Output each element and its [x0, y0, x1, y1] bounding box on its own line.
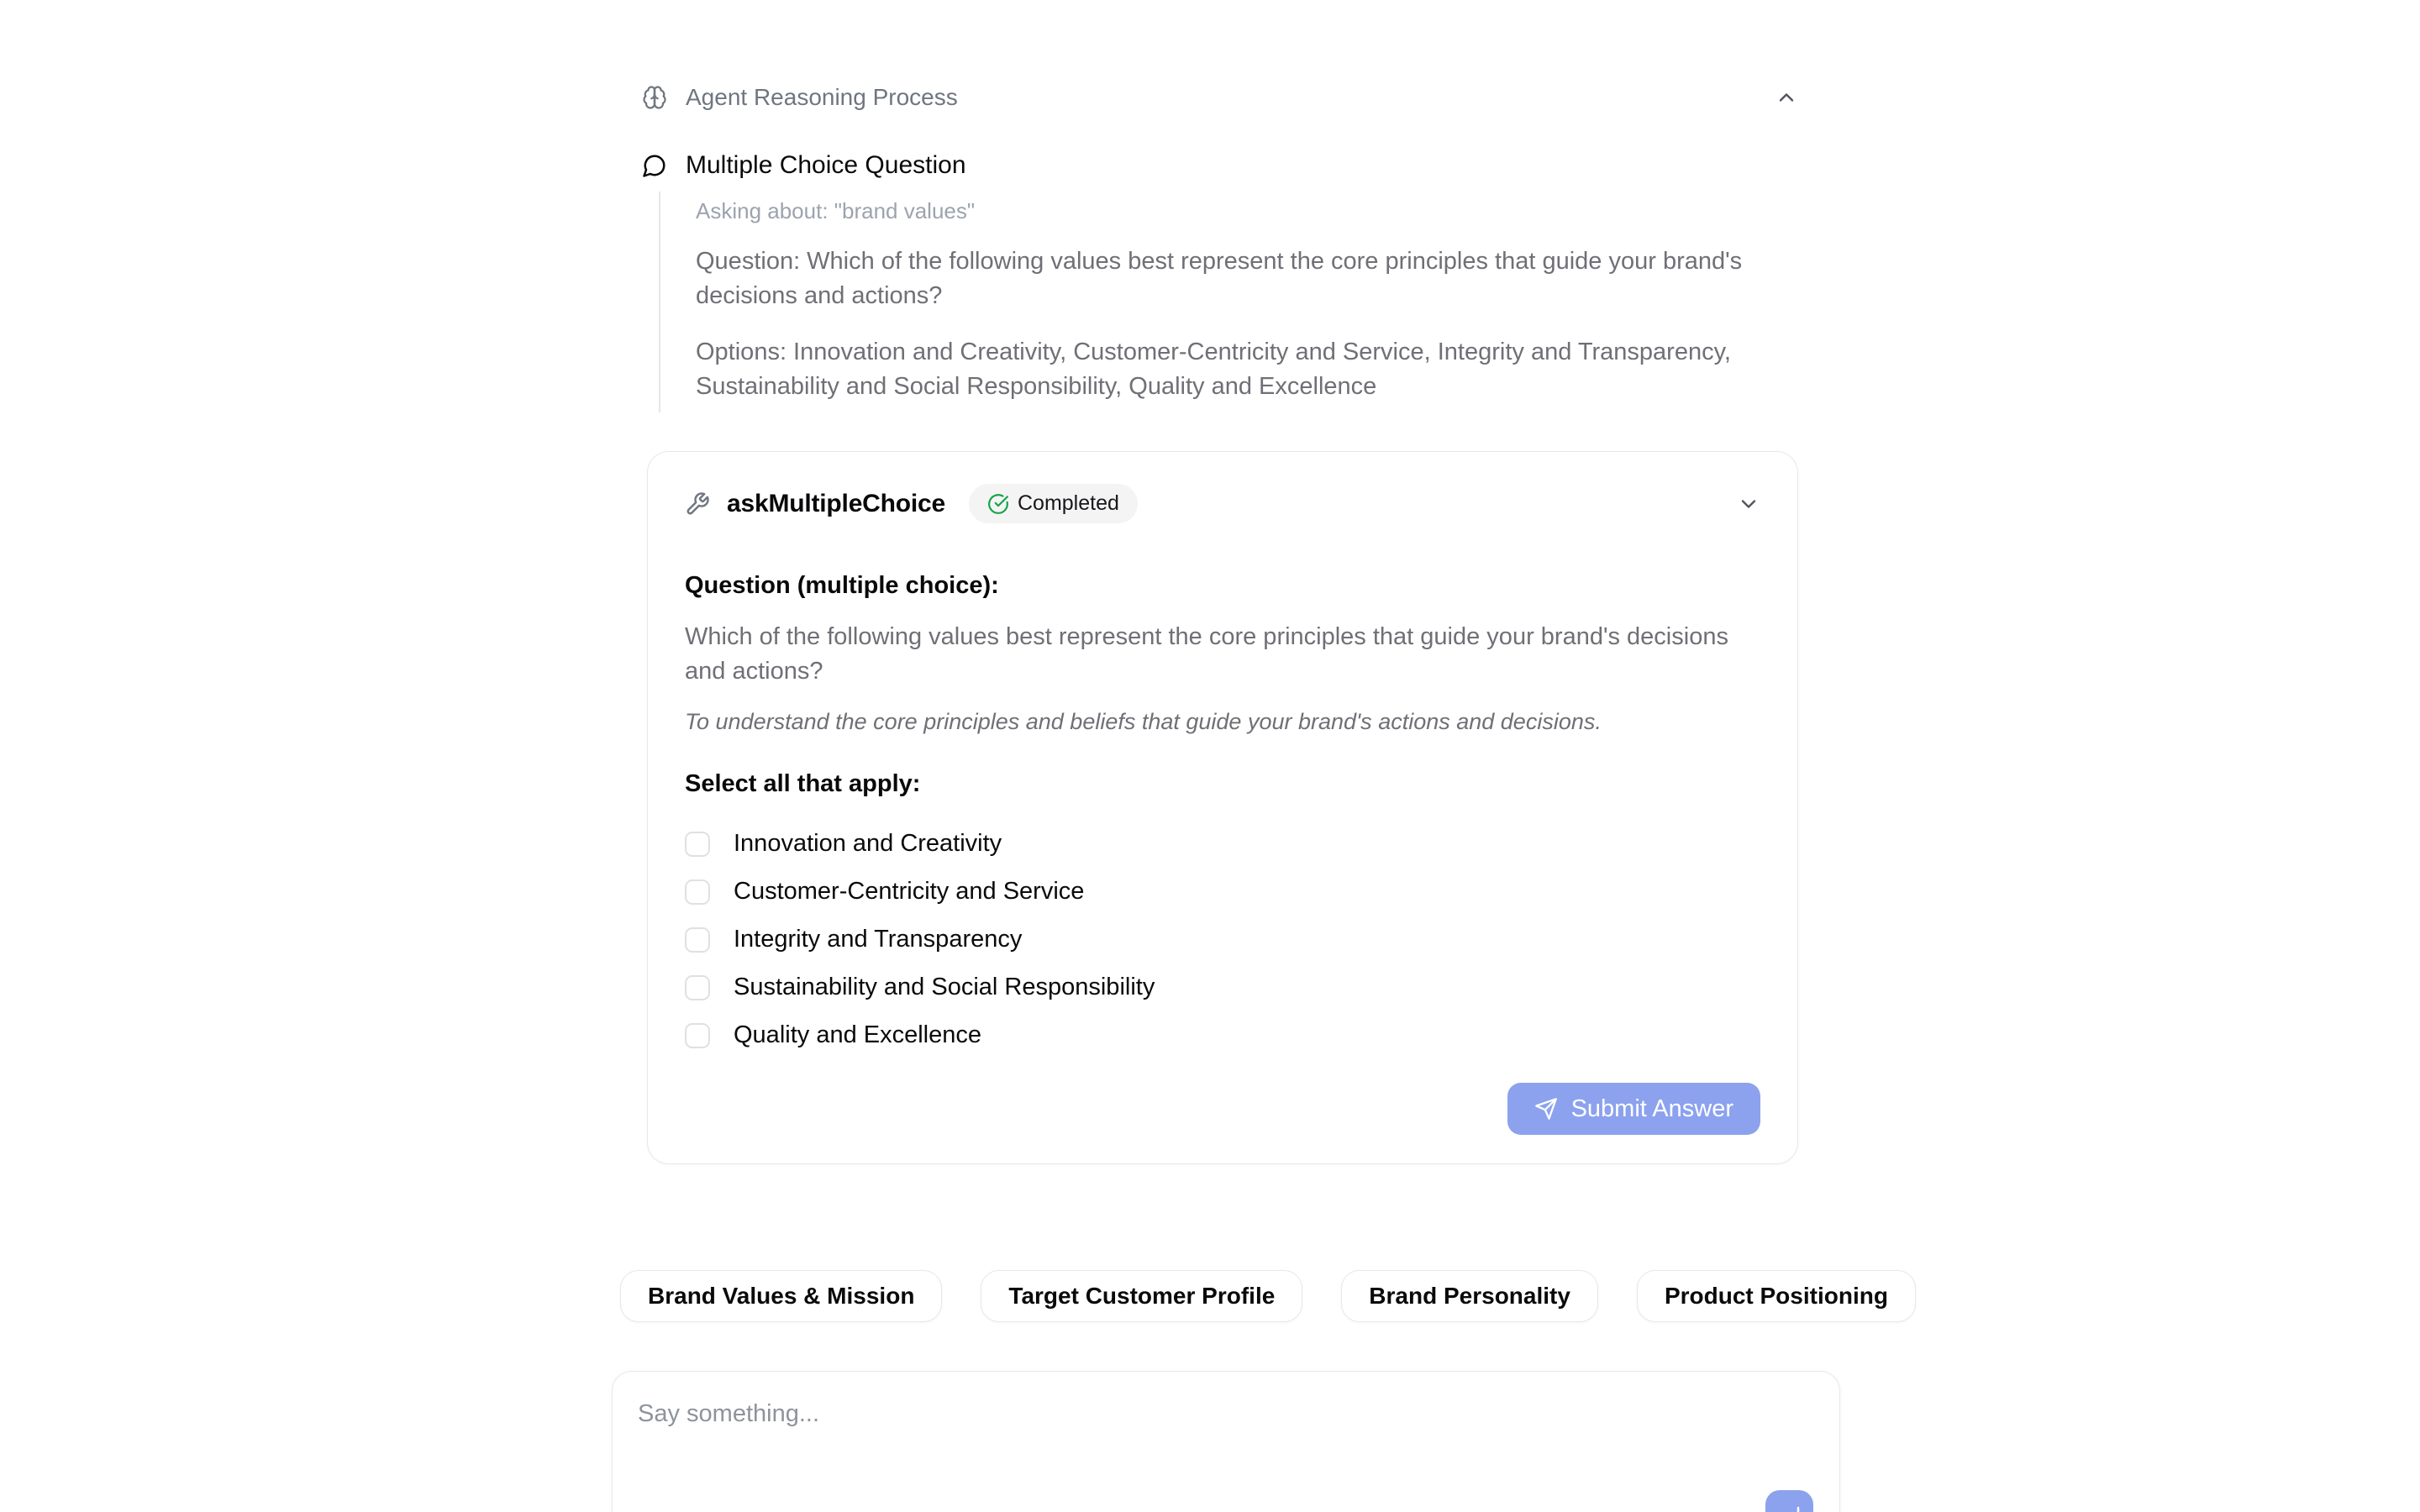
choice-row[interactable]	[685, 1011, 1760, 1059]
suggestion-chip[interactable]: Brand Personality	[1341, 1270, 1598, 1322]
card-footer	[685, 1083, 1760, 1135]
suggestion-chip[interactable]: Brand Values & Mission	[620, 1270, 942, 1322]
tool-name: askMultipleChoice	[727, 489, 945, 517]
choice-row[interactable]	[685, 963, 1760, 1011]
status-badge	[969, 484, 1138, 523]
main-column	[612, 0, 1888, 1512]
suggestion-chip[interactable]: Target Customer Profile	[981, 1270, 1302, 1322]
reasoning-options-text: Options: Innovation and Creativity, Customer-Centricity and Service, Integrity and Transparency, Sustainability and Social Responsibility, Quality and Excellence	[696, 339, 1731, 400]
message-input[interactable]	[613, 1372, 1839, 1512]
choice-row[interactable]	[685, 868, 1760, 916]
submit-answer-label: Submit Answer	[1570, 1095, 1733, 1122]
brain-icon	[642, 85, 667, 110]
suggestion-chip[interactable]: Product Positioning	[1637, 1270, 1916, 1322]
reasoning-header[interactable]	[642, 84, 1798, 111]
choice-label: Integrity and Transparency	[734, 926, 1023, 953]
status-label: Completed	[1018, 491, 1119, 515]
composer-send-button[interactable]	[1765, 1490, 1813, 1512]
send-icon	[1534, 1097, 1558, 1121]
agent-reasoning-section	[642, 84, 1798, 412]
question-label: Question (multiple choice):	[685, 572, 999, 599]
reasoning-title: Agent Reasoning Process	[686, 84, 958, 110]
question-text: Which of the following values best represent the core principles that guide your brand's decisions and actions?	[685, 623, 1728, 685]
step-row	[642, 151, 1798, 180]
submit-answer-button[interactable]	[1507, 1083, 1760, 1135]
select-all-label: Select all that apply:	[685, 770, 921, 797]
composer	[612, 1371, 1840, 1512]
choice-label: Quality and Excellence	[734, 1021, 981, 1048]
circle-check-icon	[987, 493, 1009, 515]
asking-about-text: Asking about: "brand values"	[696, 198, 976, 223]
choice-checkbox[interactable]	[685, 975, 710, 1000]
tool-card-header	[685, 484, 1760, 523]
step-detail	[659, 192, 1798, 412]
wrench-icon	[685, 491, 710, 517]
reasoning-question-text: Question: Which of the following values best represent the core principles that guide your brand's decisions and actions?	[696, 248, 1743, 309]
suggestion-chips	[620, 1270, 1888, 1322]
choice-label: Customer-Centricity and Service	[734, 878, 1085, 905]
choice-checkbox[interactable]	[685, 927, 710, 953]
choice-checkbox[interactable]	[685, 1023, 710, 1048]
step-title: Multiple Choice Question	[686, 151, 966, 179]
choice-row[interactable]	[685, 916, 1760, 963]
choice-label: Innovation and Creativity	[734, 830, 1002, 857]
tool-card	[647, 451, 1798, 1164]
choice-row[interactable]	[685, 820, 1760, 868]
choice-checkbox[interactable]	[685, 832, 710, 857]
return-icon	[1777, 1504, 1802, 1512]
card-chevron-down-icon[interactable]	[1737, 492, 1760, 516]
question-hint: To understand the core principles and beliefs that guide your brand's actions and decisions.	[685, 709, 1602, 734]
message-circle-icon	[642, 153, 667, 178]
choice-label: Sustainability and Social Responsibility	[734, 974, 1155, 1000]
choice-checkbox[interactable]	[685, 879, 710, 905]
choices-list	[685, 820, 1760, 1059]
collapse-chevron-up-icon[interactable]	[1775, 86, 1798, 109]
